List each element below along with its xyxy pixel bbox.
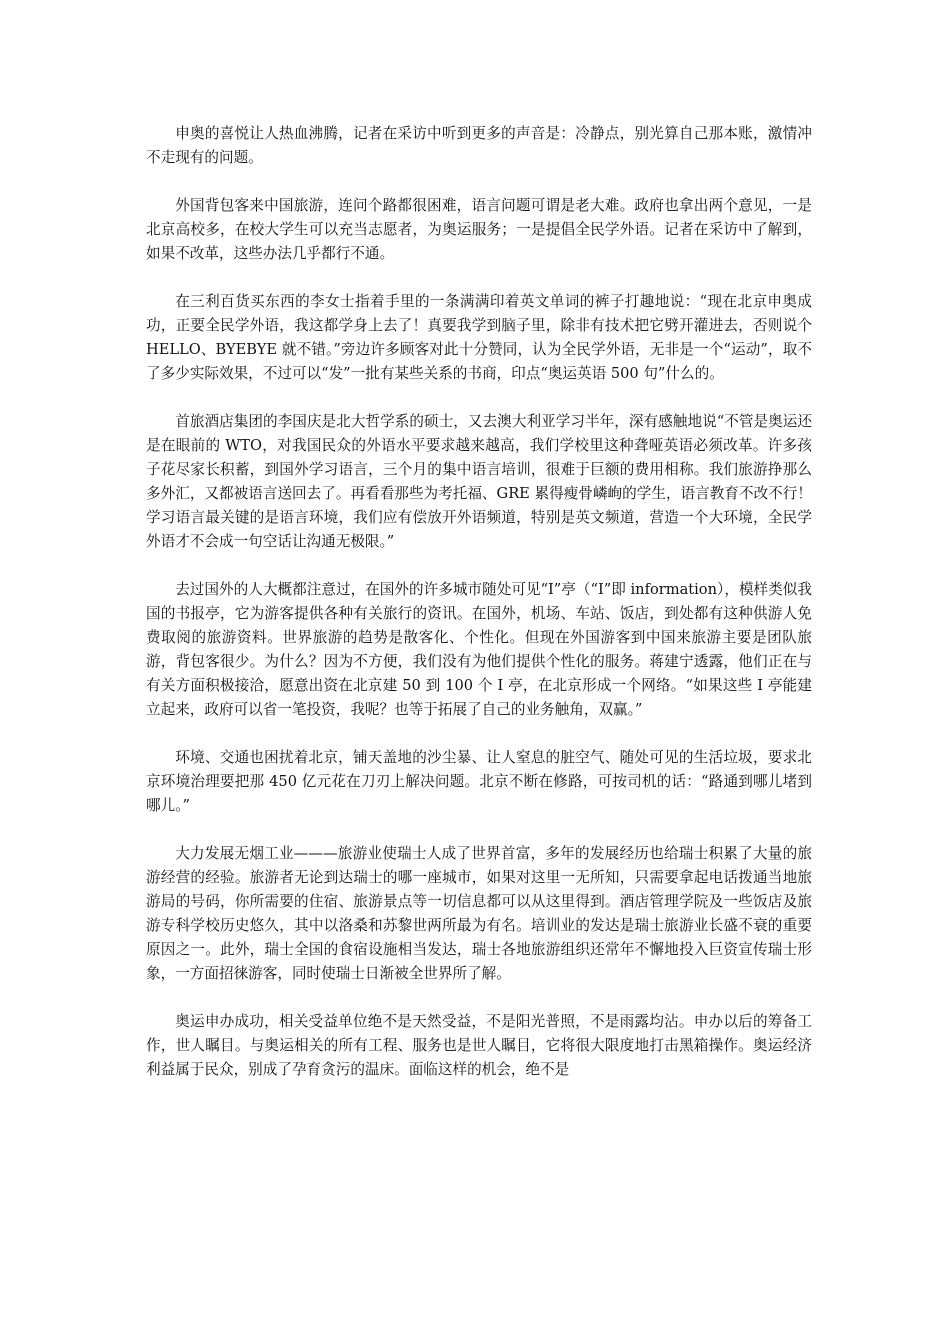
paragraph-4: 首旅酒店集团的李国庆是北大哲学系的硕士，又去澳大利亚学习半年，深有感触地说“不管是奥运还是在眼前的 WTO，对我国民众的外语水平要求越来越高，我们学校里这种聋哑英语必须改革。许多孩子花尽家长积蓄，到国外学习语言，三个月的集中语言培训，很难于巨额的费用相称。我们旅游挣那么多外汇，又都被语言送回去了。再看看那些为考托福、GRE 累得瘦骨嶙峋的学生，语言教育不改不行！学习语言最关键的是语言环境，我们应有偿放开外语频道，特别是英文频道，营造一个大环境，全民学外语才不会成一句空话让沟通无极限。” [146, 413, 812, 550]
paragraph-7: 大力发展无烟工业———旅游业使瑞士人成了世界首富，多年的发展经历也给瑞士积累了大量的旅游经营的经验。旅游者无论到达瑞士的哪一座城市，如果对这里一无所知，只需要拿起电话拨通当地旅游局的号码，你所需要的住宿、旅游景点等一切信息都可以从这里得到。酒店管理学院及一些饭店及旅游专科学校历史悠久，其中以洛桑和苏黎世两所最为有名。培训业的发达是瑞士旅游业长盛不衰的重要原因之一。此外，瑞士全国的食宿设施相当发达，瑞士各地旅游组织还常年不懈地投入巨资宣传瑞士形象，一方面招徕游客，同时使瑞士日渐被全世界所了解。 [146, 845, 812, 982]
paragraph-5: 去过国外的人大概都注意过，在国外的许多城市随处可见“I”亭（“I”即 information），模样类似我国的书报亭，它为游客提供各种有关旅行的资讯。在国外，机场、车站、饭店，到处都有这种供游人免费取阅的旅游资料。世界旅游的趋势是散客化、个性化。但现在外国游客到中国来旅游主要是团队旅游，背包客很少。为什么？因为不方便，我们没有为他们提供个性化的服务。蒋建宁透露，他们正在与有关方面积极接洽，愿意出资在北京建 50 到 100 个 I 亭，在北京形成一个网络。“如果这些 I 亭能建立起来，政府可以省一笔投资，我呢？也等于拓展了自己的业务触角，双赢。” [146, 581, 812, 718]
paragraph-1: 申奥的喜悦让人热血沸腾，记者在采访中听到更多的声音是：冷静点，别光算自己那本账，激情冲不走现有的问题。 [146, 125, 812, 166]
paragraph-8: 奥运申办成功，相关受益单位绝不是天然受益，不是阳光普照，不是雨露均沾。申办以后的筹备工作，世人瞩目。与奥运相关的所有工程、服务也是世人瞩目，它将很大限度地打击黑箱操作。奥运经济利益属于民众，别成了孕育贪污的温床。面临这样的机会，绝不是 [146, 1013, 812, 1078]
article-body [146, 122, 812, 1106]
paragraph-2: 外国背包客来中国旅游，连问个路都很困难，语言问题可谓是老大难。政府也拿出两个意见，一是北京高校多，在校大学生可以充当志愿者，为奥运服务；一是提倡全民学外语。记者在采访中了解到，如果不改革，这些办法几乎都行不通。 [146, 197, 812, 262]
paragraph-6: 环境、交通也困扰着北京，铺天盖地的沙尘暴、让人窒息的脏空气、随处可见的生活垃圾，要求北京环境治理要把那 450 亿元花在刀刃上解决问题。北京不断在修路，可按司机的话：“路通到哪儿堵到哪儿。” [146, 749, 812, 814]
paragraph-3: 在三利百货买东西的李女士指着手里的一条满满印着英文单词的裤子打趣地说：“现在北京申奥成功，正要全民学外语，我这都学身上去了！真要我学到脑子里，除非有技术把它劈开灌进去，否则说个 HELLO、BYEBYE 就不错。”旁边许多顾客对此十分赞同，认为全民学外语，无非是一个“运动”，取不了多少实际效果，不过可以“发”一批有某些关系的书商，印点“奥运英语 500 句”什么的。 [146, 293, 812, 382]
